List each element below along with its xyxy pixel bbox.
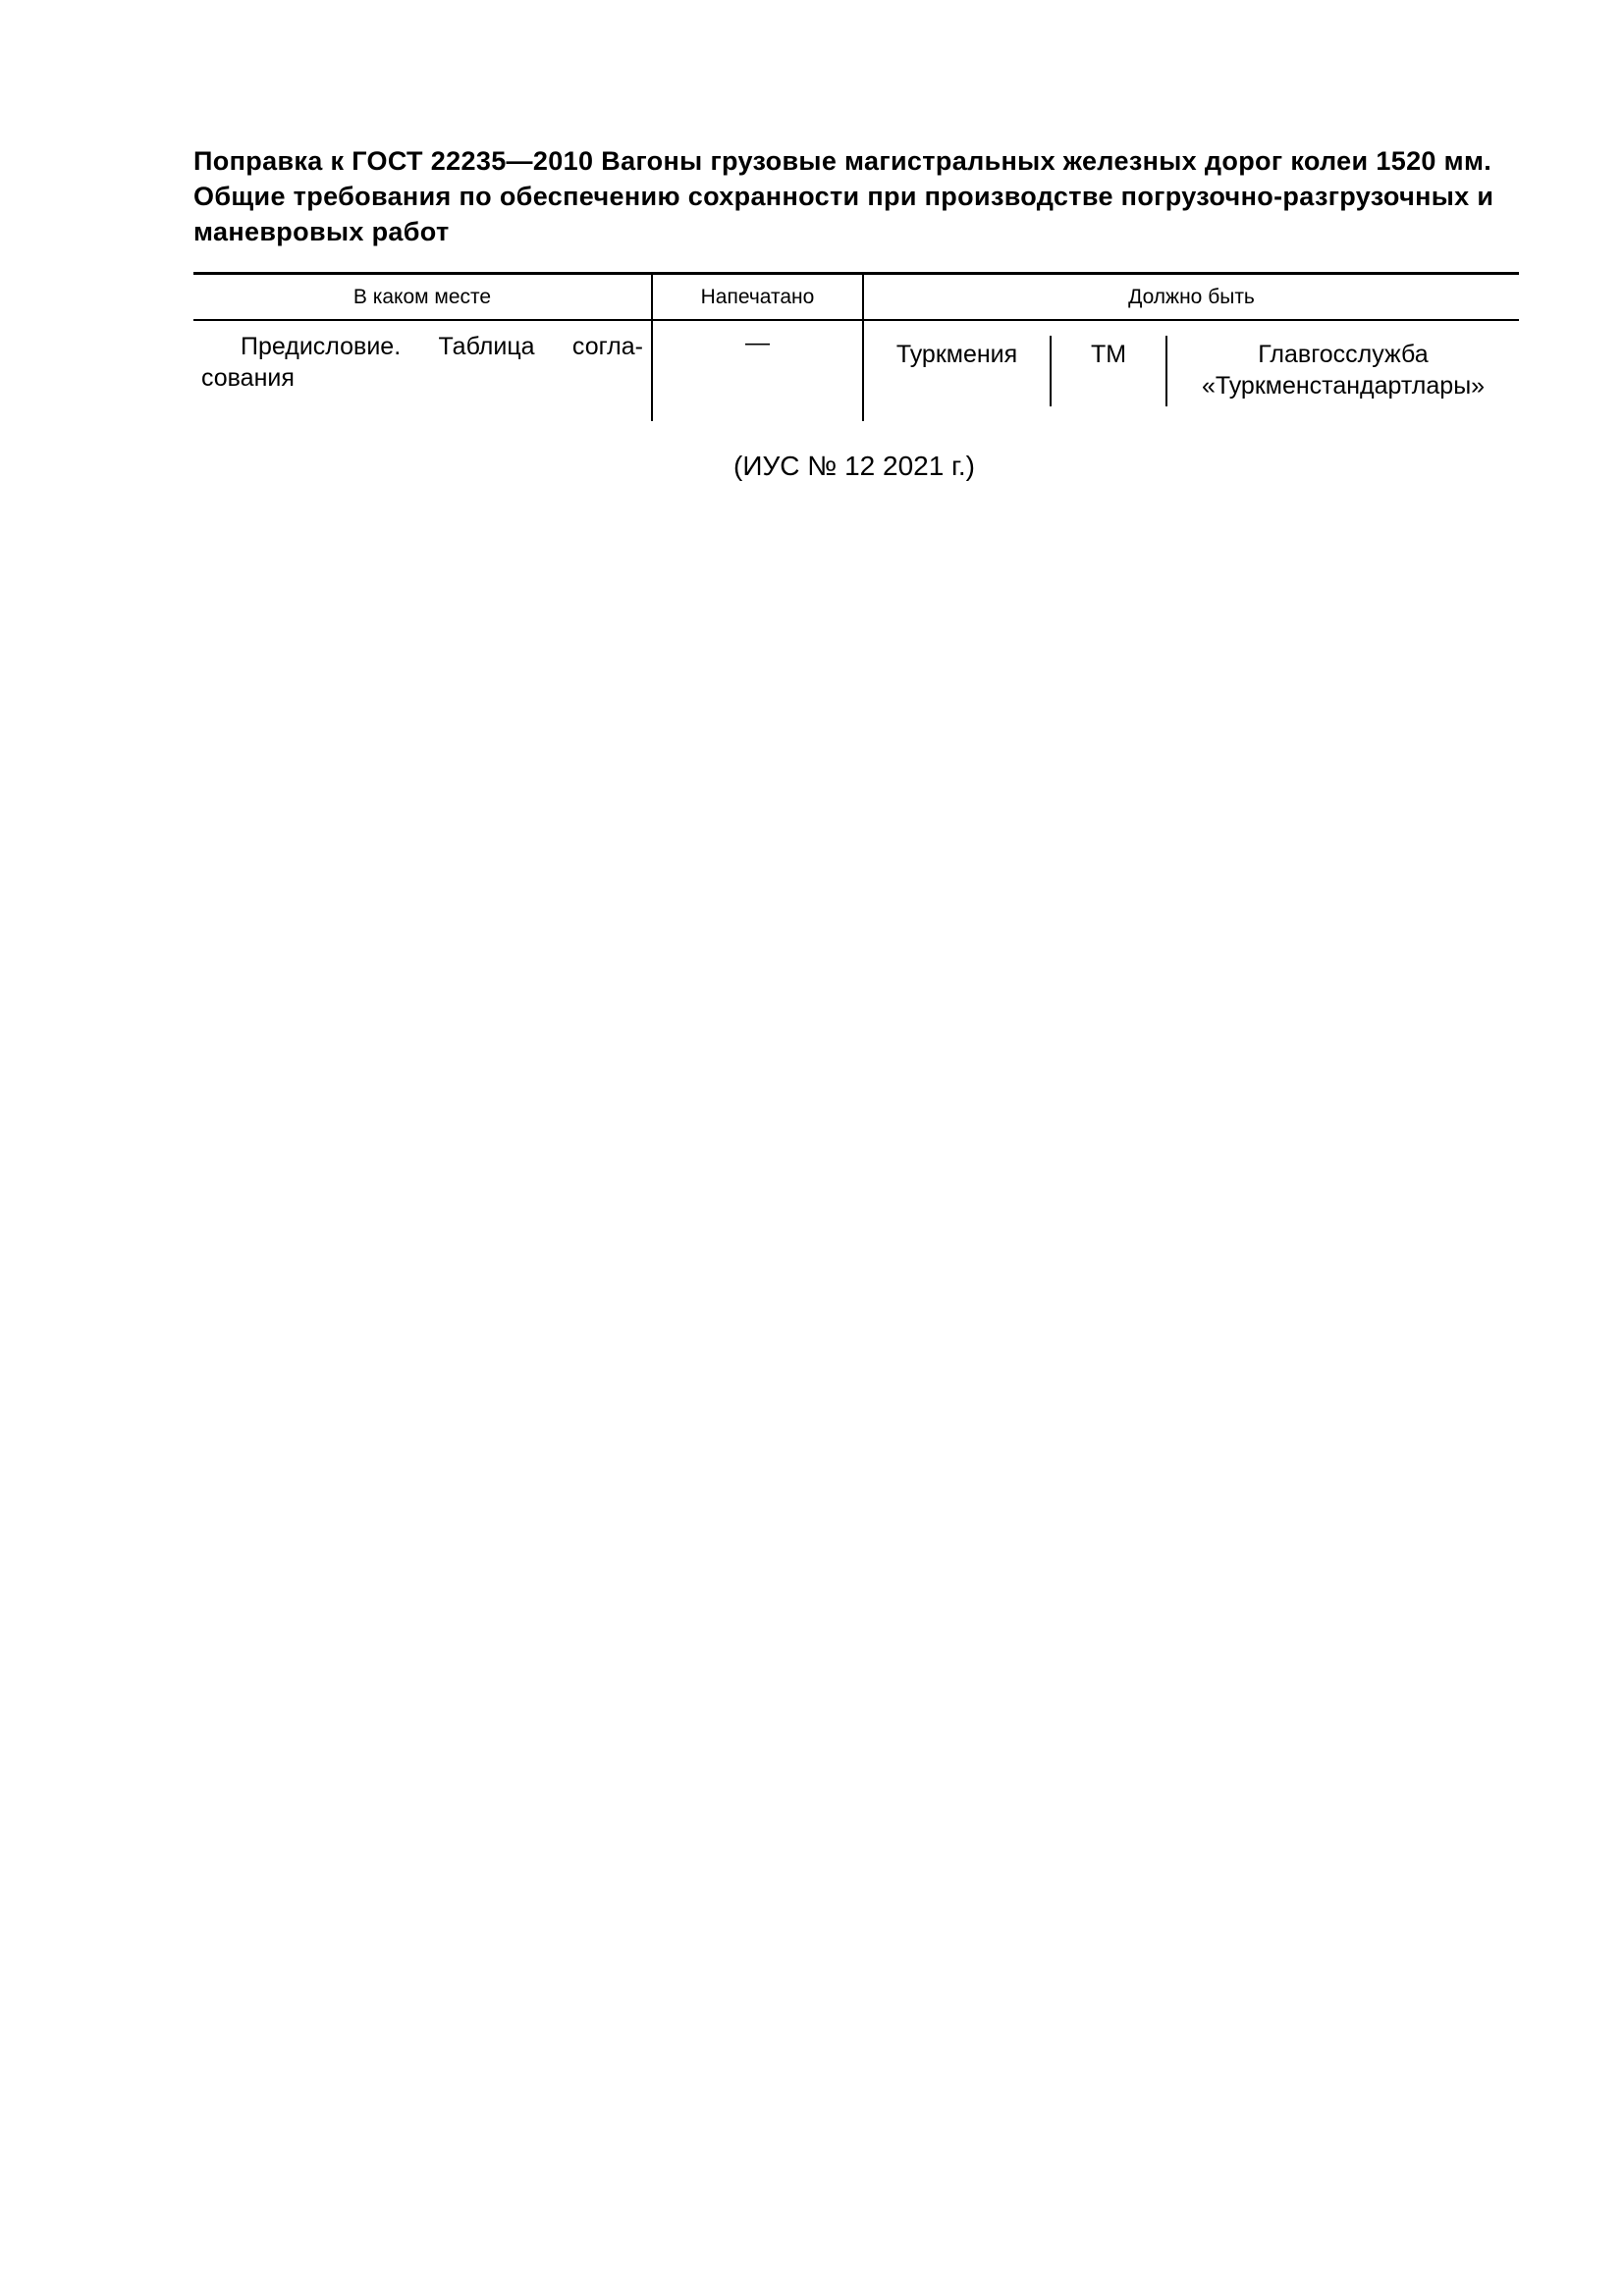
header-printed: Напечатано [700,286,815,308]
cell-country-code: TM [1090,341,1127,368]
cell-agency-line-2: «Туркменстандартлары» [1201,372,1486,400]
cell-place-line-2: сования [201,364,295,392]
table-header-rule [193,319,1519,321]
title-line-2: Общие требования по обеспечению сохранности при производстве погрузочно-разгрузочных и [193,182,1494,211]
title-line-3: маневровых работ [193,217,450,246]
cell-place-line-1: Предисловие. Таблица согла- [241,333,643,360]
table-top-rule [193,272,1519,275]
header-should-be: Должно быть [1128,286,1255,308]
cell-agency [1167,339,1519,401]
correction-table [193,272,1519,421]
header-place: В каком месте [352,286,492,308]
cell-agency-line-1: Главгосслужба [1258,341,1429,368]
cell-printed: — [745,329,770,356]
title-line-1: Поправка к ГОСТ 22235—2010 Вагоны грузовые магистральных железных дорог колеи 1520 мм. [193,146,1492,176]
issue-note: (ИУС № 12 2021 г.) [733,451,975,481]
page-title [193,143,1519,249]
cell-place [201,331,643,394]
cell-country: Туркмения [895,341,1018,368]
